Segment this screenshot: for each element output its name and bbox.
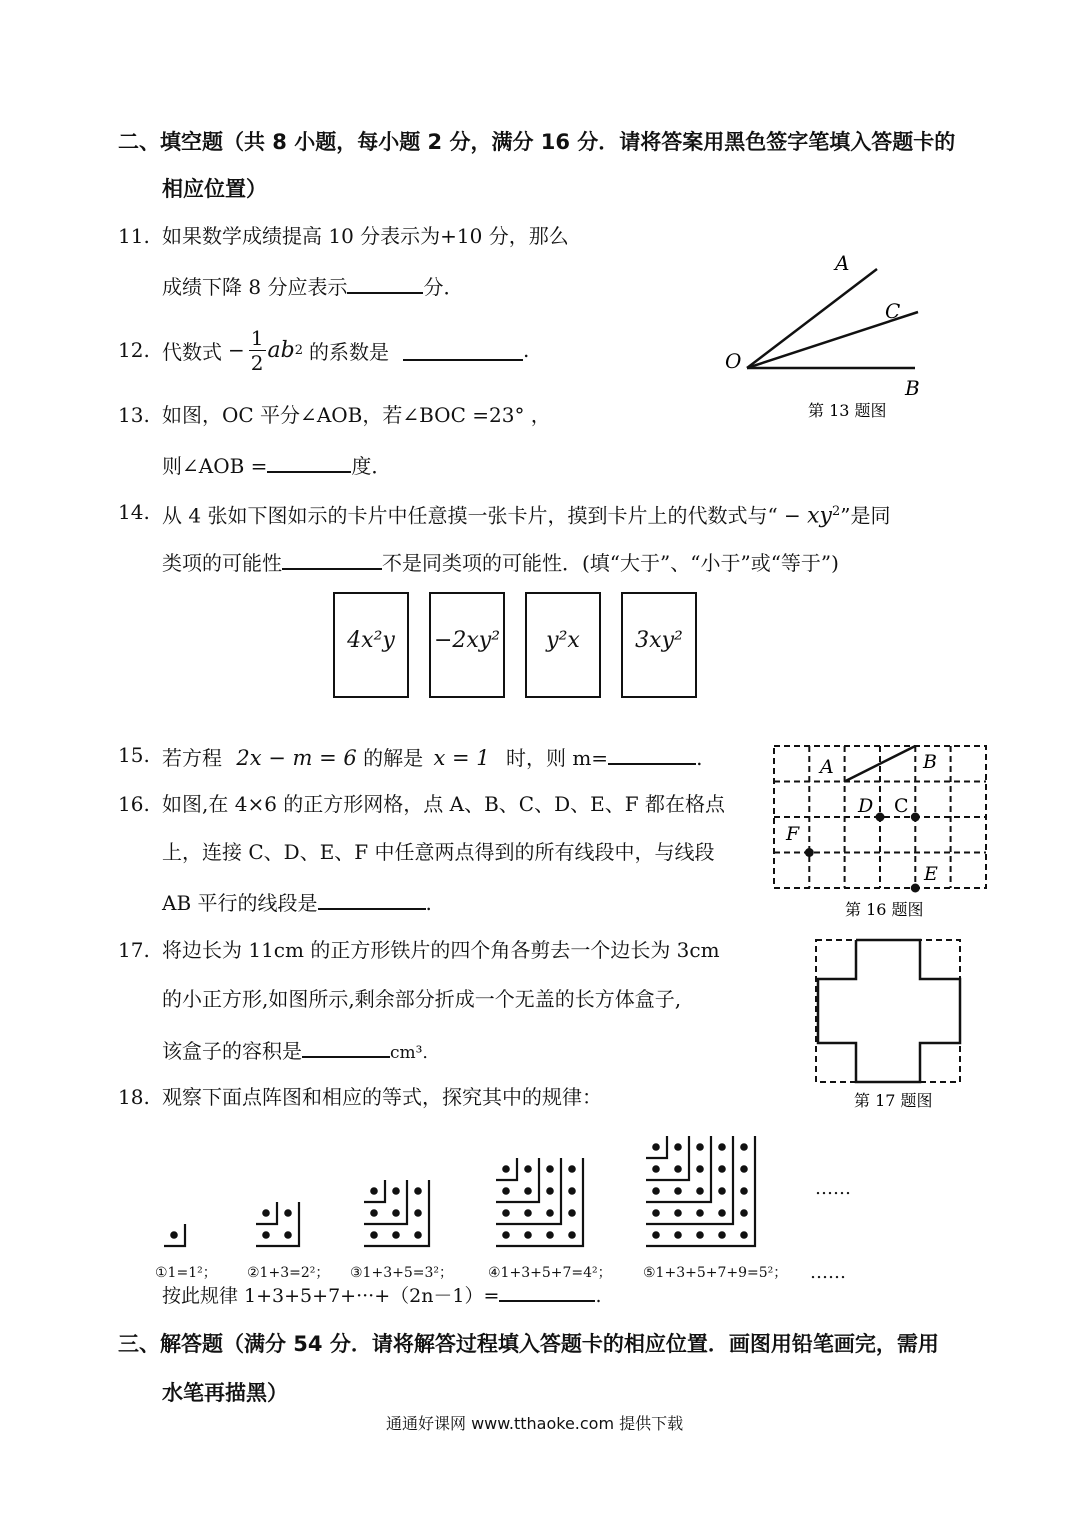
q18-rule-line bbox=[162, 1280, 602, 1308]
point-d bbox=[876, 813, 885, 822]
dot bbox=[524, 1165, 532, 1173]
dot-array-1 bbox=[164, 1224, 185, 1246]
q14-line2-end: 不是同类项的可能性．(填“大于”、“小于”或“等于”) bbox=[382, 551, 839, 575]
cross-shape bbox=[818, 940, 960, 1082]
dot bbox=[718, 1231, 726, 1239]
label-o: O bbox=[725, 349, 742, 373]
q17-answer-blank[interactable] bbox=[302, 1036, 390, 1058]
dot bbox=[392, 1187, 400, 1195]
point-c bbox=[911, 813, 920, 822]
dot-array-3 bbox=[364, 1180, 429, 1246]
q18-line1: 观察下面点阵图和相应的等式，探究其中的规律： bbox=[162, 1085, 602, 1109]
q12-number: 12. bbox=[118, 338, 150, 362]
card-2 bbox=[429, 592, 505, 698]
dot bbox=[284, 1231, 292, 1239]
q15-pre: 若方程 bbox=[162, 746, 222, 770]
dot bbox=[740, 1231, 748, 1239]
q12-pre: 代数式 bbox=[162, 339, 222, 364]
label-e: E bbox=[924, 863, 938, 885]
q12-fraction-numerator: 1 bbox=[250, 325, 264, 350]
q16-answer-blank[interactable] bbox=[318, 888, 426, 910]
q15-solution: x = 1 bbox=[433, 746, 490, 770]
dot bbox=[718, 1165, 726, 1173]
q14-line2-text: 类项的可能性 bbox=[162, 551, 282, 575]
dot bbox=[546, 1209, 554, 1217]
q13-line2-text: 则∠AOB = bbox=[162, 454, 268, 478]
card-4-expr: 3xy² bbox=[635, 628, 683, 653]
dot bbox=[674, 1231, 682, 1239]
q16-number: 16. bbox=[118, 792, 150, 816]
figure-13-angle-diagram bbox=[715, 248, 935, 423]
figure-13-caption: 第 13 题图 bbox=[808, 401, 887, 420]
dot bbox=[414, 1187, 422, 1195]
q16-line3-end: . bbox=[425, 891, 432, 915]
q16-line1: 如图,在 4×6 的正方形网格，点 A、B、C、D、E、F 都在格点 bbox=[162, 792, 725, 816]
q12-line bbox=[162, 318, 529, 382]
point-e bbox=[911, 884, 920, 893]
dot bbox=[674, 1165, 682, 1173]
q11-line1: 如果数学成绩提高 10 分表示为+10 分，那么 bbox=[162, 224, 569, 248]
q16-line3 bbox=[162, 888, 432, 915]
q17-line3 bbox=[162, 1036, 439, 1065]
card-3-expr: y²x bbox=[546, 628, 580, 653]
dot bbox=[546, 1165, 554, 1173]
q14-line1-text: 从 4 张如下图如示的卡片中任意摸一张卡片，摸到卡片上的代数式与“ − bbox=[162, 503, 808, 528]
q15-end: . bbox=[696, 746, 703, 770]
q11-line2-text: 成绩下降 8 分应表示 bbox=[162, 275, 348, 299]
ray-oa bbox=[747, 269, 877, 368]
q15-equation: 2x − m = 6 bbox=[236, 746, 357, 770]
square-sheet-outline bbox=[816, 940, 960, 1082]
q11-number: 11. bbox=[118, 224, 150, 248]
equation-1: ①1=1²； bbox=[155, 1265, 217, 1281]
dot bbox=[370, 1187, 378, 1195]
q17-line2: 的小正方形,如图所示,剩余部分折成一个无盖的长方体盒子, bbox=[162, 987, 682, 1011]
dot bbox=[652, 1187, 660, 1195]
dot bbox=[546, 1231, 554, 1239]
q12-exponent: 2 bbox=[294, 342, 303, 358]
dot bbox=[740, 1165, 748, 1173]
dot bbox=[740, 1209, 748, 1217]
q12-end: . bbox=[522, 338, 530, 362]
q12-minus: − bbox=[228, 338, 245, 362]
dot bbox=[502, 1187, 510, 1195]
dot bbox=[502, 1209, 510, 1217]
card-1-expr: 4x²y bbox=[347, 628, 395, 653]
dot bbox=[546, 1187, 554, 1195]
dot bbox=[740, 1143, 748, 1151]
equation-4: ④1+3+5+7=4²； bbox=[488, 1265, 612, 1281]
q16-line2: 上，连接 C、D、E、F 中任意两点得到的所有线段中，与线段 bbox=[162, 840, 715, 864]
dot bbox=[652, 1231, 660, 1239]
dot bbox=[262, 1231, 270, 1239]
equation-3: ③1+3+5=3²； bbox=[350, 1265, 453, 1281]
q13-line2-end: 度． bbox=[351, 454, 392, 478]
q13-answer-blank[interactable] bbox=[267, 451, 351, 473]
page-footer: 通通好课网 www.tthaoke.com 提供下载 bbox=[386, 1414, 684, 1433]
q15-post: 时，则 m= bbox=[505, 746, 609, 770]
dot bbox=[696, 1187, 704, 1195]
q14-line1 bbox=[162, 500, 891, 529]
q17-line3-unit: cm³． bbox=[390, 1043, 440, 1063]
dot bbox=[718, 1209, 726, 1217]
dot bbox=[170, 1231, 178, 1239]
label-a: A bbox=[820, 756, 834, 778]
q17-line1: 将边长为 11cm 的正方形铁片的四个角各剪去一个边长为 3cm bbox=[162, 938, 720, 962]
q12-fraction bbox=[249, 326, 266, 375]
q11-line2 bbox=[162, 272, 463, 299]
q14-line1-end: ”是同 bbox=[840, 503, 891, 528]
section-3-heading-line2: 水笔再描黑） bbox=[162, 1381, 288, 1405]
q12-post: 的系数是 bbox=[308, 339, 389, 364]
q12-fraction-denominator: 2 bbox=[250, 350, 264, 375]
dot-array-ellipsis: …… bbox=[815, 1178, 851, 1199]
q18-rule-text: 按此规律 1+3+5+7+···+（2n－1）= bbox=[162, 1285, 500, 1307]
q13-line1: 如图，OC 平分∠AOB，若∠BOC =23° ， bbox=[162, 403, 551, 427]
dot bbox=[652, 1209, 660, 1217]
section-2-heading-line1: 二、填空题（共 8 小题，每小题 2 分，满分 16 分．请将答案用黑色签字笔填入答题卡的 bbox=[118, 130, 956, 154]
label-d: D bbox=[858, 795, 874, 817]
q17-number: 17. bbox=[118, 938, 150, 962]
dot bbox=[568, 1165, 576, 1173]
dot bbox=[652, 1143, 660, 1151]
section-3-heading-line1: 三、解答题（满分 54 分．请将解答过程填入答题卡的相应位置．画图用铅笔画完，需用 bbox=[118, 1332, 939, 1356]
dot bbox=[674, 1143, 682, 1151]
q15-line bbox=[162, 743, 702, 770]
q13-line2 bbox=[162, 451, 391, 478]
label-c: C bbox=[885, 299, 901, 323]
card-4 bbox=[621, 592, 697, 698]
section-2-heading-line2: 相应位置） bbox=[162, 177, 267, 201]
q11-line2-end: 分． bbox=[423, 275, 464, 299]
dot bbox=[674, 1187, 682, 1195]
dot bbox=[524, 1231, 532, 1239]
q16-line3-text: AB 平行的线段是 bbox=[162, 891, 318, 915]
equation-ellipsis: …… bbox=[810, 1262, 846, 1283]
label-a: A bbox=[835, 251, 850, 275]
card-1 bbox=[333, 592, 409, 698]
q11-answer-blank[interactable] bbox=[347, 272, 423, 294]
q14-number: 14. bbox=[118, 500, 150, 524]
q14-xy: xy bbox=[807, 503, 832, 529]
dot bbox=[718, 1143, 726, 1151]
q15-number: 15. bbox=[118, 743, 150, 767]
label-b: B bbox=[923, 751, 937, 773]
dot bbox=[502, 1231, 510, 1239]
figure-16-grid-diagram bbox=[770, 742, 992, 922]
dot bbox=[262, 1209, 270, 1217]
label-c: C bbox=[894, 795, 909, 817]
q18-rule-end: . bbox=[595, 1285, 602, 1307]
figure-17-cross-diagram bbox=[812, 936, 968, 1116]
dot bbox=[414, 1209, 422, 1217]
figure-17-caption: 第 17 题图 bbox=[854, 1091, 933, 1110]
q18-number: 18. bbox=[118, 1085, 150, 1109]
label-b: B bbox=[905, 376, 920, 400]
dot bbox=[524, 1187, 532, 1195]
q13-number: 13. bbox=[118, 403, 150, 427]
point-f bbox=[805, 848, 814, 857]
equation-5: ⑤1+3+5+7+9=5²； bbox=[643, 1265, 788, 1281]
dot bbox=[718, 1187, 726, 1195]
dot bbox=[652, 1165, 660, 1173]
q14-answer-blank[interactable] bbox=[282, 548, 382, 570]
q14-exponent: 2 bbox=[831, 504, 841, 519]
label-f: F bbox=[786, 823, 800, 845]
dot-array-figures bbox=[150, 1125, 870, 1255]
dot bbox=[392, 1231, 400, 1239]
dot bbox=[284, 1209, 292, 1217]
dot bbox=[524, 1209, 532, 1217]
dot-array-2 bbox=[256, 1202, 299, 1246]
q12-answer-blank[interactable] bbox=[403, 339, 523, 361]
q18-answer-blank[interactable] bbox=[499, 1280, 595, 1302]
dot bbox=[370, 1209, 378, 1217]
q15-mid: 的解是 bbox=[363, 746, 424, 770]
card-2-expr: −2xy² bbox=[433, 628, 501, 653]
dot bbox=[392, 1209, 400, 1217]
q17-line3-text: 该盒子的容积是 bbox=[162, 1039, 302, 1063]
q15-answer-blank[interactable] bbox=[608, 743, 696, 765]
dot bbox=[370, 1231, 378, 1239]
dot bbox=[696, 1143, 704, 1151]
dot-array-5 bbox=[646, 1136, 755, 1246]
dot bbox=[414, 1231, 422, 1239]
dot bbox=[568, 1209, 576, 1217]
figure-16-caption: 第 16 题图 bbox=[845, 900, 924, 919]
dot bbox=[696, 1231, 704, 1239]
dot bbox=[674, 1209, 682, 1217]
dot-array-4 bbox=[496, 1158, 583, 1246]
dot bbox=[696, 1209, 704, 1217]
dot bbox=[502, 1165, 510, 1173]
dot bbox=[568, 1231, 576, 1239]
dot bbox=[568, 1187, 576, 1195]
q12-expr: ab bbox=[267, 337, 295, 363]
equation-2: ②1+3=2²； bbox=[247, 1265, 330, 1281]
dot bbox=[740, 1187, 748, 1195]
q14-line2 bbox=[162, 548, 839, 575]
card-3 bbox=[525, 592, 601, 698]
dot bbox=[696, 1165, 704, 1173]
